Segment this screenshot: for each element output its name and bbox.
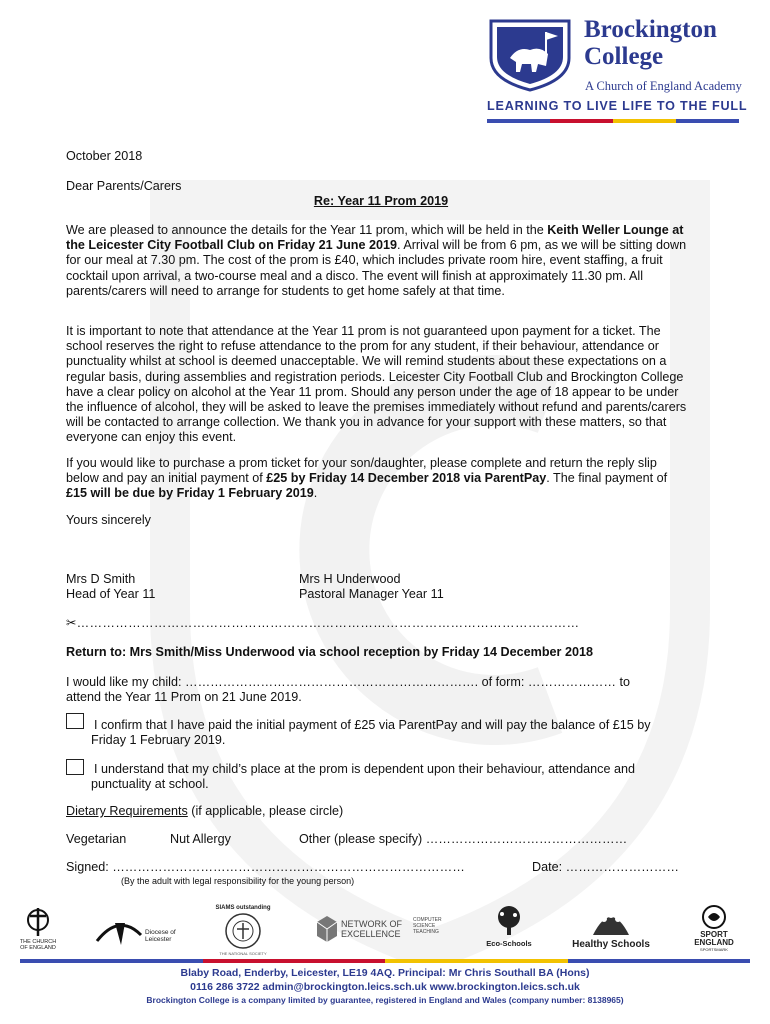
paragraph-2: It is important to note that attendance at the Year 11 prom is not guaranteed upon payment for a ticket. The school reserves the right to refuse attendance to the prom for any student, if their behaviour, attendance or punctuality whilst at school is deemed unacceptable. We will remind students about these expectations on a regular basis, during assemblies and registration periods. Leicester City Football Club and Brockington College have a clear policy on alcohol at the Year 11 prom. Should any person under the age of 18 appear to be under the influence of alcohol, they will be asked to leave the premises immediately without refund and parents/carers will be contacted to arrange collection. We thank you in advance for your support with these matters, so that everyone can enjoy this event. [66,324,687,445]
cut-line: ✂……………………………………………………………………………………………………… [66,616,580,630]
header-color-rule [487,119,739,123]
confirm-payment-checkbox[interactable] [66,713,84,729]
diocese-figure-icon [95,915,143,947]
date-field[interactable]: Date: ……………………… [532,860,679,874]
understand-checkbox[interactable] [66,759,84,775]
option-other[interactable]: Other (please specify) ………………………………………… [299,832,628,846]
dietary-heading: Dietary Requirements (if applicable, please circle) [66,804,344,818]
sport-england-icon [702,905,726,929]
paragraph-3: If you would like to purchase a prom ticket for your son/daughter, please complete and return the reply slip below and pay an initial payment of £25 by Friday 14 December 2018 via ParentPay. The final payment of £15 will be due by Friday 1 February 2019. [66,456,668,501]
return-to: Return to: Mrs Smith/Miss Underwood via school reception by Friday 14 December 2018 [66,645,593,659]
cube-icon [316,915,338,943]
footer-company: Brockington College is a company limited by guarantee, registered in England and Wales (company number: 8138965) [146,995,624,1005]
signatory-1: Mrs D Smith Head of Year 11 [66,572,156,602]
people-icon [589,905,633,937]
motto: LEARNING TO LIVE LIFE TO THE FULL [487,99,748,113]
salutation: Dear Parents/Carers [66,179,182,193]
understand-text: I understand that my child’s place at the prom is dependent upon their behaviour, attendance and punctuality at school. [91,762,635,792]
academy-subtitle: A Church of England Academy [585,79,742,93]
signed-field[interactable]: Signed: ………………………………………………………………………… [66,860,465,874]
tree-icon [491,905,527,937]
footer-color-rule [20,959,750,964]
subject-line: Re: Year 11 Prom 2019 [313,194,449,208]
footer-contact: 0116 286 3722 admin@brockington.leics.sch.uk www.brockington.leics.sch.uk [190,981,580,993]
siams-logo: SIAMS outstanding THE NATIONAL SOCIETY [215,905,271,956]
signatory-2: Mrs H Underwood Pastoral Manager Year 11 [299,572,444,602]
option-vegetarian[interactable]: Vegetarian [66,832,127,846]
church-of-england-logo: THE CHURCH OF ENGLAND [18,907,58,951]
crest-logo [488,18,572,92]
paragraph-1: We are pleased to announce the details for the Year 11 prom, which will be held in the Keith Weller Lounge at the Leicester City Football Club on Friday 21 June 2019. Arrival will be from 6 pm, as we will be sitting down for our meal at 7.30 pm. The cost of the prom is £40, which includes private room hire, event staffing, a fruit cocktail upon arrival, a two-course meal and a disco. The event will finish at approximately 11.30 pm. All parents/carers will need to arrange for students to get home safely at that time. [66,223,687,298]
confirm-payment-text: I confirm that I have paid the initial payment of £25 via ParentPay and will pay the balance of £15 by Friday 1 February 2019. [91,718,651,748]
college-name: Brockington College [584,16,717,70]
eco-schools-logo: Eco-Schools [480,905,538,948]
closing: Yours sincerely [66,513,151,527]
signed-note: (By the adult with legal responsibility for the young person) [121,876,355,886]
child-name-line: I would like my child: ……………………………………………………………. of form: ………………… to attend the Year 11 Prom on 21 June 2019. [66,675,630,705]
option-nut-allergy[interactable]: Nut Allergy [170,832,231,846]
letter-date: October 2018 [66,149,143,163]
accreditation-logos: THE CHURCH OF ENGLAND Diocese of Leicester SIAMS outstanding THE NATIONAL SOCIETY NETWORK OF EXCELLENCE COMPUTER SCIENCE TEACHING Eco-Schools Healthy Schools SPORT ENGLAND SPORTSMARK [0,905,770,963]
national-society-seal-icon [220,911,266,951]
scissors-icon: ✂ [66,616,77,630]
footer-address: Blaby Road, Enderby, Leicester, LE19 4AQ. Principal: Mr Chris Southall BA (Hons) [180,967,590,979]
healthy-schools-logo: Healthy Schools [566,905,656,950]
sport-england-logo: SPORT ENGLAND SPORTSMARK [686,905,742,952]
church-cross-icon [26,907,50,937]
